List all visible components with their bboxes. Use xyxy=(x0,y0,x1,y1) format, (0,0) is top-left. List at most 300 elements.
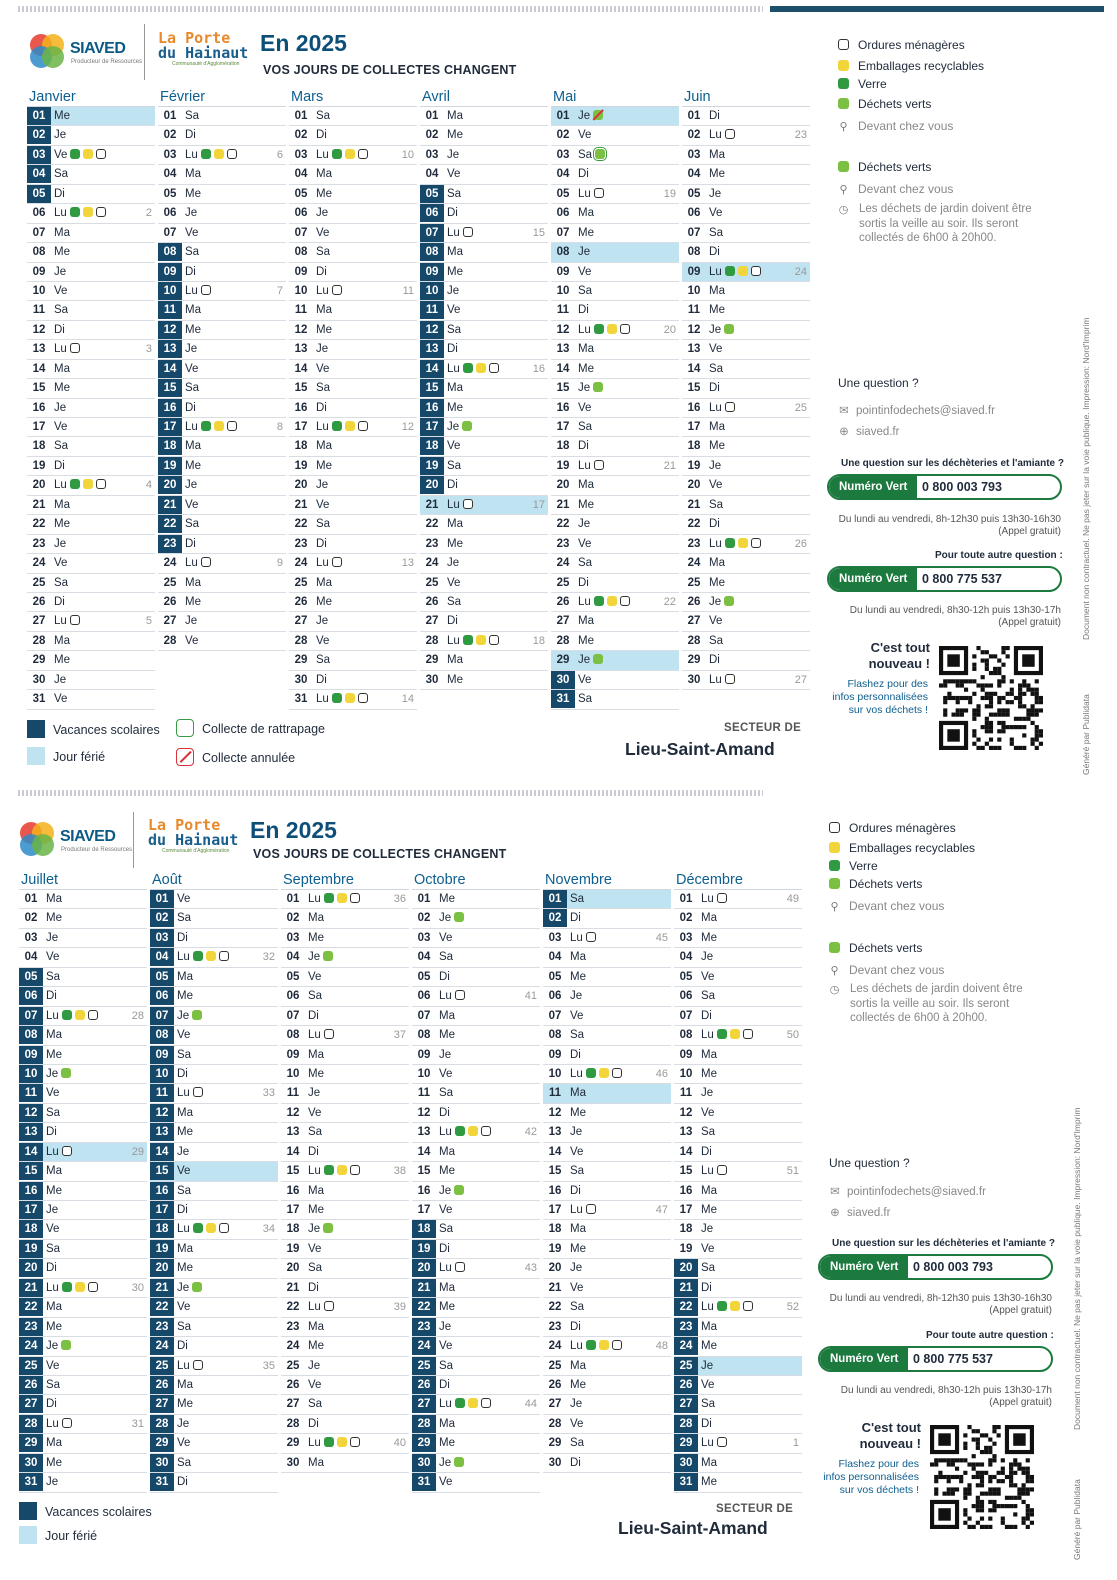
day-row xyxy=(27,263,155,282)
day-number: 02 xyxy=(150,909,174,927)
day-number: 08 xyxy=(19,1026,43,1044)
day-number: 12 xyxy=(417,1106,431,1119)
day-number: 04 xyxy=(24,951,38,964)
day-row xyxy=(289,146,417,165)
day-number: 03 xyxy=(24,931,38,944)
day-number: 18 xyxy=(687,440,701,453)
day-number: 22 xyxy=(286,1301,300,1314)
weekday: Ve xyxy=(177,1029,191,1042)
qr-code[interactable] xyxy=(939,645,1043,751)
trash-bin-icon xyxy=(725,674,735,684)
week-number: 19 xyxy=(663,187,676,200)
day-number: 06 xyxy=(163,207,177,220)
day-row xyxy=(19,1395,147,1414)
week-number: 24 xyxy=(794,265,807,278)
day-row xyxy=(27,301,155,320)
weekday: Di xyxy=(709,518,720,531)
week-number: 8 xyxy=(276,421,283,433)
weekday: Lu xyxy=(316,421,329,433)
week-number: 38 xyxy=(393,1165,406,1178)
dv-note: Les déchets de jardin doivent être sortis la veille au soir. Ils seront collectés de 6h00 à 20h00. xyxy=(859,203,1032,244)
weekday: Me xyxy=(46,1456,62,1469)
weekday: Ma xyxy=(701,1184,717,1197)
weekday: Je xyxy=(709,459,722,472)
day-number: 09 xyxy=(158,263,182,281)
day-number: 22 xyxy=(158,515,182,533)
day-number: 12 xyxy=(679,1106,693,1119)
weekday: Lu xyxy=(54,207,67,220)
day-number: 05 xyxy=(687,187,701,200)
day-number: 11 xyxy=(420,301,444,319)
day-number: 15 xyxy=(286,1165,300,1178)
day-row xyxy=(674,1084,802,1103)
day-number: 08 xyxy=(150,1026,174,1044)
weekday: Ma xyxy=(439,1009,455,1022)
month-name: Mai xyxy=(551,87,679,107)
day-row xyxy=(281,1376,409,1395)
weekday: Ve xyxy=(709,343,723,356)
day-row xyxy=(420,651,548,670)
day-row xyxy=(289,671,417,690)
weekday: Me xyxy=(177,990,193,1003)
weekday: Ma xyxy=(578,615,594,628)
trash-bin-icon xyxy=(455,1262,465,1272)
day-row xyxy=(551,224,679,243)
day-row xyxy=(27,243,155,262)
bottle-icon xyxy=(463,363,473,373)
day-number: 28 xyxy=(286,1417,300,1430)
day-number: 28 xyxy=(674,1415,698,1433)
weekday: Ve xyxy=(177,1437,191,1450)
weekday: Je xyxy=(701,1359,714,1372)
day-row xyxy=(420,496,548,515)
day-row xyxy=(682,612,810,631)
day-row xyxy=(543,1415,671,1434)
weekday: Sa xyxy=(447,187,462,200)
weekday: Di xyxy=(447,479,458,492)
web-link[interactable]: ⊕ siaved.fr xyxy=(839,426,900,438)
leaf-icon xyxy=(829,942,840,953)
day-row xyxy=(158,574,286,593)
weekday: Je xyxy=(54,537,67,550)
weekday: Je xyxy=(570,990,583,1003)
day-number: 28 xyxy=(412,1415,436,1433)
day-row xyxy=(281,1337,409,1356)
day-number: 29 xyxy=(548,1437,562,1450)
day-number: 11 xyxy=(679,1087,693,1100)
weekday: Je xyxy=(308,951,321,964)
weekday: Di xyxy=(185,265,196,278)
day-row xyxy=(682,554,810,573)
weekday: Sa xyxy=(46,1378,61,1391)
day-number: 07 xyxy=(417,1009,431,1022)
weekday: Lu xyxy=(578,187,591,200)
recycle-icon xyxy=(738,538,748,548)
weekday: Di xyxy=(177,1340,188,1353)
weekday: Me xyxy=(177,1262,193,1275)
day-row xyxy=(27,418,155,437)
weekday: Ma xyxy=(578,343,594,356)
week-number: 20 xyxy=(663,323,676,336)
day-row xyxy=(19,909,147,928)
weekday: Ma xyxy=(439,1281,455,1294)
day-row xyxy=(420,243,548,262)
weekday: Ma xyxy=(185,576,201,589)
day-number: 30 xyxy=(425,673,439,686)
day-number: 23 xyxy=(548,1320,562,1333)
numero-vert-2[interactable]: Numéro Vert 0 800 775 537 xyxy=(827,566,1062,592)
day-number: 01 xyxy=(425,110,439,122)
weekday: Di xyxy=(185,401,196,414)
day-number: 20 xyxy=(674,1259,698,1277)
weekday: Me xyxy=(308,931,324,944)
weekday: Ve xyxy=(447,576,461,589)
email-link[interactable]: ✉ pointinfodechets@siaved.fr xyxy=(830,1186,986,1198)
day-row xyxy=(674,1376,802,1395)
weekday: Di xyxy=(570,1184,581,1197)
day-row xyxy=(412,1182,540,1201)
day-row xyxy=(150,1259,278,1278)
recycle-icon xyxy=(468,1398,478,1408)
secteur-name: Lieu-Saint-Amand xyxy=(625,739,775,759)
weekday: Ma xyxy=(570,1359,586,1372)
day-row xyxy=(150,1434,278,1453)
day-number: 13 xyxy=(420,340,444,358)
trash-bin-icon xyxy=(463,499,473,509)
weekday: Ve xyxy=(316,226,330,239)
day-row xyxy=(674,1240,802,1259)
recycle-icon xyxy=(214,149,224,159)
weekday: Lu xyxy=(177,1087,190,1100)
calendar-sheet-jul-dec xyxy=(0,790,1117,1580)
day-number: 23 xyxy=(150,1318,174,1336)
day-number: 09 xyxy=(150,1046,174,1064)
week-number: 27 xyxy=(794,673,807,686)
day-number: 01 xyxy=(687,110,701,122)
dv-title: Déchets verts xyxy=(829,941,922,955)
siaved-logo-icon xyxy=(20,822,56,858)
weekday: Je xyxy=(709,595,722,608)
type-ordures: Ordures ménagères xyxy=(838,38,965,52)
day-number: 21 xyxy=(674,1279,698,1297)
day-number: 30 xyxy=(19,1454,43,1472)
day-row xyxy=(674,1065,802,1084)
web-link[interactable]: ⊕ siaved.fr xyxy=(830,1207,891,1219)
day-row xyxy=(543,1454,671,1473)
weekday: Je xyxy=(570,1126,583,1139)
day-number: 20 xyxy=(412,1259,436,1277)
type-verre: Verre xyxy=(838,77,887,91)
weekday: Ma xyxy=(177,970,193,983)
day-number: 27 xyxy=(556,615,570,628)
day-row xyxy=(289,321,417,340)
recycle-icon xyxy=(337,1437,347,1447)
weekday: Sa xyxy=(177,1456,192,1469)
day-number: 27 xyxy=(412,1395,436,1413)
day-row xyxy=(150,890,278,909)
porte-du-hainaut-logo: La Porte du Hainaut Communauté d'Agglomération xyxy=(148,816,239,854)
day-row xyxy=(674,1298,802,1317)
weekday: Sa xyxy=(447,323,462,336)
day-row xyxy=(674,1337,802,1356)
day-row xyxy=(674,1454,802,1473)
weekday: Me xyxy=(701,1340,717,1353)
day-row xyxy=(27,535,155,554)
weekday: Lu xyxy=(46,1417,59,1430)
leaf-icon xyxy=(593,382,603,392)
day-row xyxy=(158,515,286,534)
weekday: Je xyxy=(308,1223,321,1236)
recycle-icon xyxy=(337,893,347,903)
day-row xyxy=(19,1182,147,1201)
weekday: Je xyxy=(46,1340,59,1353)
publidata-text: Généré par Publidata xyxy=(1072,1479,1082,1560)
trash-bin-icon xyxy=(751,538,761,548)
recycle-icon xyxy=(214,421,224,431)
weekday: Di xyxy=(46,990,57,1003)
day-row xyxy=(682,457,810,476)
day-row xyxy=(158,263,286,282)
day-row xyxy=(281,1182,409,1201)
day-number: 04 xyxy=(286,951,300,964)
secteur-label: SECTEUR DE xyxy=(716,1503,794,1515)
day-number: 23 xyxy=(412,1318,436,1336)
day-row xyxy=(420,165,548,184)
day-number: 24 xyxy=(412,1337,436,1355)
weekday: Sa xyxy=(570,1301,585,1314)
day-number: 09 xyxy=(32,265,46,278)
weekday: Sa xyxy=(308,1262,323,1275)
day-number: 25 xyxy=(674,1357,698,1375)
week-number: 35 xyxy=(262,1359,275,1372)
day-number: 12 xyxy=(294,323,308,336)
weekday: Ve xyxy=(316,634,330,647)
week-number: 47 xyxy=(655,1204,668,1216)
month-name: Octobre xyxy=(412,870,540,890)
day-row xyxy=(674,1259,802,1278)
day-number: 03 xyxy=(286,931,300,944)
day-row xyxy=(281,929,409,948)
day-row xyxy=(420,671,548,690)
weekday: Ma xyxy=(54,226,70,239)
bottle-icon xyxy=(193,951,203,961)
day-row xyxy=(543,1084,671,1103)
weekday: Je xyxy=(701,1223,714,1236)
weekday: Lu xyxy=(185,284,198,297)
day-row xyxy=(27,612,155,631)
bottle-icon xyxy=(201,149,211,159)
day-number: 01 xyxy=(150,890,174,908)
day-number: 15 xyxy=(420,379,444,397)
weekday: Ma xyxy=(447,110,463,122)
day-number: 07 xyxy=(420,224,444,242)
day-row xyxy=(551,418,679,437)
day-number: 16 xyxy=(294,401,308,414)
numero-vert-2[interactable]: Numéro Vert 0 800 775 537 xyxy=(818,1346,1053,1372)
day-number: 03 xyxy=(548,931,562,944)
weekday: Di xyxy=(578,576,589,589)
day-number: 29 xyxy=(294,654,308,667)
siaved-logo: SIAVED Producteur de Ressources xyxy=(20,818,140,864)
day-number: 29 xyxy=(150,1434,174,1452)
day-row xyxy=(682,263,810,282)
type-verre: Verre xyxy=(829,859,878,873)
siaved-logo-icon xyxy=(30,34,66,70)
day-number: 17 xyxy=(294,421,308,433)
day-number: 22 xyxy=(425,518,439,531)
day-number: 12 xyxy=(420,321,444,339)
day-row xyxy=(281,1201,409,1220)
day-row xyxy=(551,496,679,515)
day-number: 31 xyxy=(19,1473,43,1491)
trash-bin-icon xyxy=(489,363,499,373)
weekday: Ve xyxy=(54,148,68,161)
weekday: Di xyxy=(185,537,196,550)
day-number: 11 xyxy=(556,304,570,317)
numero-vert-1[interactable]: Numéro Vert 0 800 003 793 xyxy=(818,1254,1053,1280)
day-number: 27 xyxy=(294,615,308,628)
day-row xyxy=(412,1240,540,1259)
recycle-icon xyxy=(337,1165,347,1175)
qr-code[interactable] xyxy=(930,1424,1034,1530)
day-number: 23 xyxy=(32,537,46,550)
day-row xyxy=(551,593,679,612)
weekday: Me xyxy=(316,323,332,336)
day-row xyxy=(543,987,671,1006)
weekday: Ma xyxy=(701,1456,717,1469)
day-row xyxy=(420,107,548,126)
day-row xyxy=(551,126,679,145)
day-row xyxy=(682,224,810,243)
weekday: Di xyxy=(447,615,458,628)
day-row xyxy=(289,185,417,204)
bottle-icon xyxy=(193,1223,203,1233)
weekday: Je xyxy=(177,1145,190,1158)
day-number: 31 xyxy=(294,693,308,706)
day-row xyxy=(543,1201,671,1220)
trash-bin-icon xyxy=(193,1087,203,1097)
day-row xyxy=(289,437,417,456)
day-row xyxy=(150,1279,278,1298)
weekday: Me xyxy=(439,893,455,905)
day-row xyxy=(551,379,679,398)
day-row xyxy=(27,126,155,145)
weekday: Ve xyxy=(177,1301,191,1314)
day-number: 06 xyxy=(417,990,431,1003)
weekday: Lu xyxy=(439,990,452,1003)
day-row xyxy=(682,360,810,379)
day-row xyxy=(551,204,679,223)
weekday: Ve xyxy=(439,1067,453,1080)
day-number: 03 xyxy=(150,929,174,947)
day-number: 09 xyxy=(548,1048,562,1061)
day-number: 24 xyxy=(19,1337,43,1355)
week-number: 45 xyxy=(655,931,668,944)
weekday: Di xyxy=(54,595,65,608)
day-row xyxy=(420,126,548,145)
day-number: 22 xyxy=(548,1301,562,1314)
day-number: 03 xyxy=(425,148,439,161)
bottle-icon xyxy=(725,538,735,548)
day-row xyxy=(19,1337,147,1356)
month-name: Août xyxy=(150,870,278,890)
day-row xyxy=(412,1279,540,1298)
bottle-icon xyxy=(324,1165,334,1175)
day-row xyxy=(19,1415,147,1434)
day-row xyxy=(682,574,810,593)
weekday: Me xyxy=(578,634,594,647)
day-number: 30 xyxy=(412,1454,436,1472)
week-number: 46 xyxy=(655,1067,668,1080)
month-column xyxy=(420,87,548,690)
day-row xyxy=(412,1123,540,1142)
weekday: Lu xyxy=(578,323,591,336)
day-number: 04 xyxy=(556,168,570,181)
day-number: 12 xyxy=(548,1106,562,1119)
weekday: Me xyxy=(46,1184,62,1197)
day-row xyxy=(674,890,802,909)
vertical-legal-text: Document non contractuel. Ne pas jeter sur la voie publique. Impression: Nord'Imprim xyxy=(1081,317,1091,640)
day-number: 29 xyxy=(286,1437,300,1450)
bottle-icon xyxy=(594,596,604,606)
day-number: 01 xyxy=(24,893,38,905)
month-name: Septembre xyxy=(281,870,409,890)
weekday: Ve xyxy=(447,440,461,453)
day-row xyxy=(420,399,548,418)
day-number: 17 xyxy=(19,1201,43,1219)
day-row xyxy=(281,1007,409,1026)
trash-bin-icon xyxy=(358,693,368,703)
day-row xyxy=(412,968,540,987)
day-row xyxy=(543,1046,671,1065)
weekday: Ve xyxy=(308,970,322,983)
day-row xyxy=(412,1318,540,1337)
day-number: 27 xyxy=(150,1395,174,1413)
weekday: Ve xyxy=(709,615,723,628)
day-row xyxy=(289,457,417,476)
pin-icon: ⚲ xyxy=(839,184,848,196)
day-row xyxy=(150,1084,278,1103)
weekday: Me xyxy=(447,537,463,550)
day-row xyxy=(158,360,286,379)
day-number: 04 xyxy=(163,168,177,181)
day-number: 01 xyxy=(294,110,308,122)
day-number: 12 xyxy=(150,1104,174,1122)
weekday: Ma xyxy=(54,498,70,511)
weekday: Je xyxy=(308,1087,321,1100)
day-row xyxy=(682,437,810,456)
day-row xyxy=(27,282,155,301)
weekday: Ma xyxy=(308,1456,324,1469)
recycle-icon xyxy=(75,1282,85,1292)
day-number: 29 xyxy=(19,1434,43,1452)
bottle-icon xyxy=(70,479,80,489)
day-number: 31 xyxy=(32,693,46,706)
month-name: Février xyxy=(158,87,286,107)
weekday: Lu xyxy=(701,1301,714,1314)
day-number: 15 xyxy=(679,1165,693,1178)
week-number: 18 xyxy=(532,634,545,647)
month-name: Mars xyxy=(289,87,417,107)
numero-vert-1[interactable]: Numéro Vert 0 800 003 793 xyxy=(827,474,1062,500)
day-number: 05 xyxy=(163,187,177,200)
email-link[interactable]: ✉ pointinfodechets@siaved.fr xyxy=(839,405,995,417)
weekday: Lu xyxy=(439,1398,452,1411)
weekday: Sa xyxy=(578,284,593,297)
recycle-icon xyxy=(75,1010,85,1020)
weekday: Ma xyxy=(185,440,201,453)
weekday: Ma xyxy=(316,168,332,181)
